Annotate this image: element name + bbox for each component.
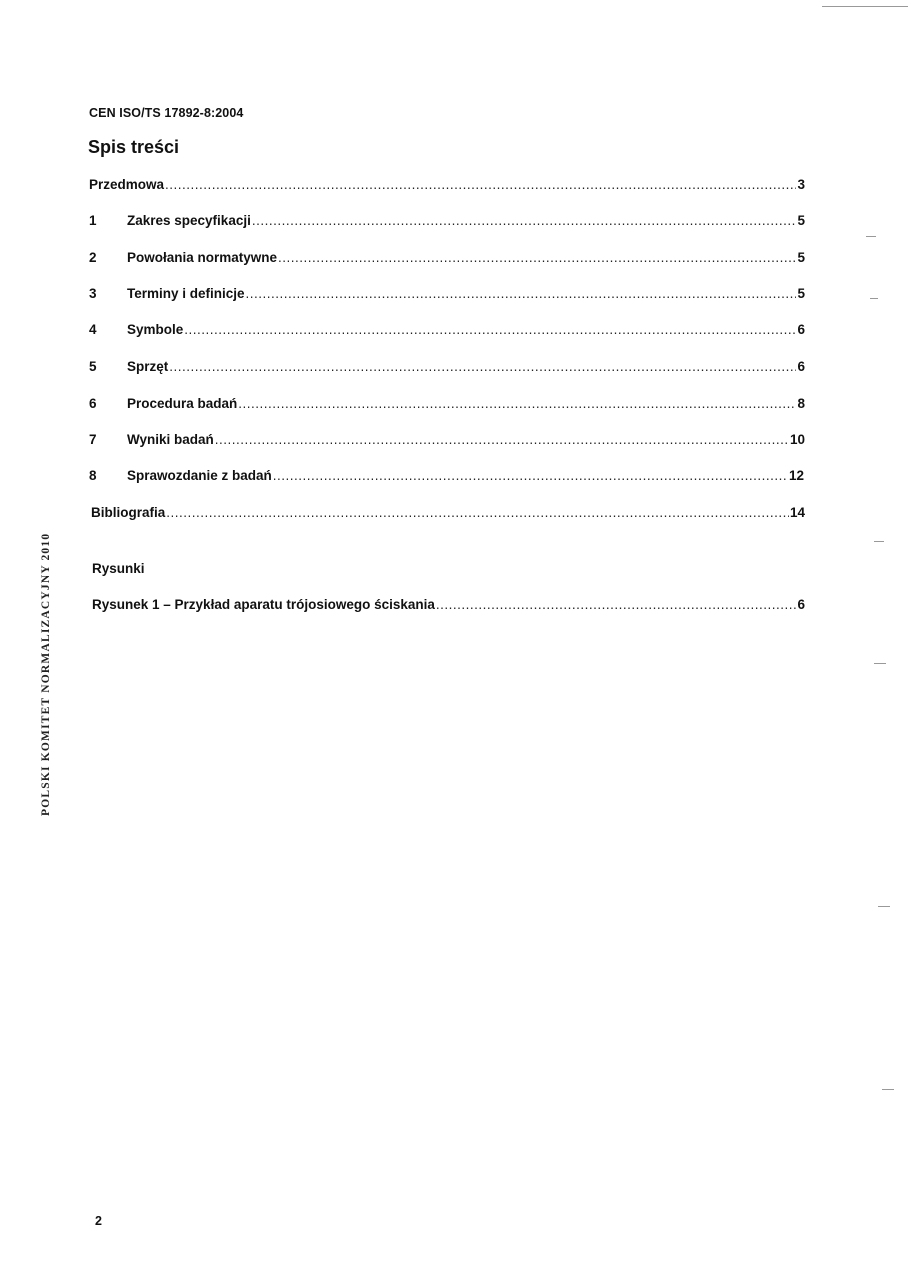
toc-entry-page: 14 [789, 505, 805, 520]
toc-entry-number: 6 [89, 396, 97, 411]
figures-label: Rysunki [92, 561, 145, 576]
toc-leader [169, 358, 796, 376]
toc-leader [252, 212, 797, 230]
scan-mark [882, 1089, 894, 1090]
toc-entry-page: 10 [789, 432, 805, 447]
toc-entry-text: Wyniki badań [127, 432, 214, 447]
toc-entry-page: 8 [797, 396, 805, 411]
toc-entry-text: Bibliografia [91, 505, 166, 520]
toc-entry-number: 3 [89, 286, 97, 301]
toc-entry-8 [89, 467, 804, 485]
figure-entry-1 [92, 596, 805, 614]
toc-leader [246, 285, 797, 303]
toc-leader [238, 395, 796, 413]
toc-entry-text: Terminy i definicje [127, 286, 245, 301]
toc-entry-7 [89, 431, 805, 449]
scan-mark [866, 236, 876, 237]
toc-entry-page: 3 [797, 177, 805, 192]
toc-entry-przedmowa [89, 176, 805, 194]
toc-entry-text: Procedura badań [127, 396, 238, 411]
scan-mark [874, 541, 884, 542]
figure-entry-text: Rysunek 1 – Przykład aparatu trójosiowego ściskania [92, 597, 435, 612]
toc-entry-page: 6 [797, 359, 805, 374]
toc-leader [436, 596, 797, 614]
toc-entry-number: 4 [89, 322, 97, 337]
toc-entry-text: Powołania normatywne [127, 250, 278, 265]
scan-mark [878, 906, 890, 907]
toc-entry-number: 8 [89, 468, 97, 483]
toc-entry-text: Przedmowa [89, 177, 165, 192]
toc-entry-text: Sprawozdanie z badań [127, 468, 272, 483]
toc-leader [215, 431, 789, 449]
toc-entry-2 [89, 249, 805, 267]
scan-mark [874, 663, 886, 664]
scan-mark [822, 6, 908, 7]
toc-entry-number: 1 [89, 213, 97, 228]
page-number: 2 [95, 1214, 102, 1228]
toc-entry-6 [89, 395, 805, 413]
toc-entry-text: Symbole [127, 322, 184, 337]
toc-entry-number: 7 [89, 432, 97, 447]
page-header: CEN ISO/TS 17892-8:2004 [89, 106, 244, 120]
toc-leader [184, 321, 796, 339]
toc-entry-page: 5 [797, 213, 805, 228]
toc-leader [165, 176, 796, 194]
toc-entry-text: Zakres specyfikacji [127, 213, 251, 228]
toc-entry-number: 2 [89, 250, 97, 265]
figure-entry-page: 6 [797, 597, 805, 612]
toc-leader [166, 504, 789, 522]
toc-leader [278, 249, 796, 267]
scan-mark [870, 298, 878, 299]
toc-entry-page: 5 [797, 286, 805, 301]
toc-entry-number: 5 [89, 359, 97, 374]
toc-title: Spis treści [88, 137, 180, 157]
side-watermark-text: POLSKI KOMITET NORMALIZACYJNY 2010 [40, 532, 52, 816]
toc-entry-5 [89, 358, 805, 376]
toc-entry-4 [89, 321, 805, 339]
toc-entry-page: 6 [797, 322, 805, 337]
toc-leader [273, 467, 788, 485]
toc-entry-1 [89, 212, 805, 230]
toc-entry-bibliografia [91, 504, 805, 522]
toc-entry-page: 5 [797, 250, 805, 265]
toc-entry-page: 12 [788, 468, 804, 483]
toc-entry-text: Sprzęt [127, 359, 169, 374]
toc-entry-3 [89, 285, 805, 303]
